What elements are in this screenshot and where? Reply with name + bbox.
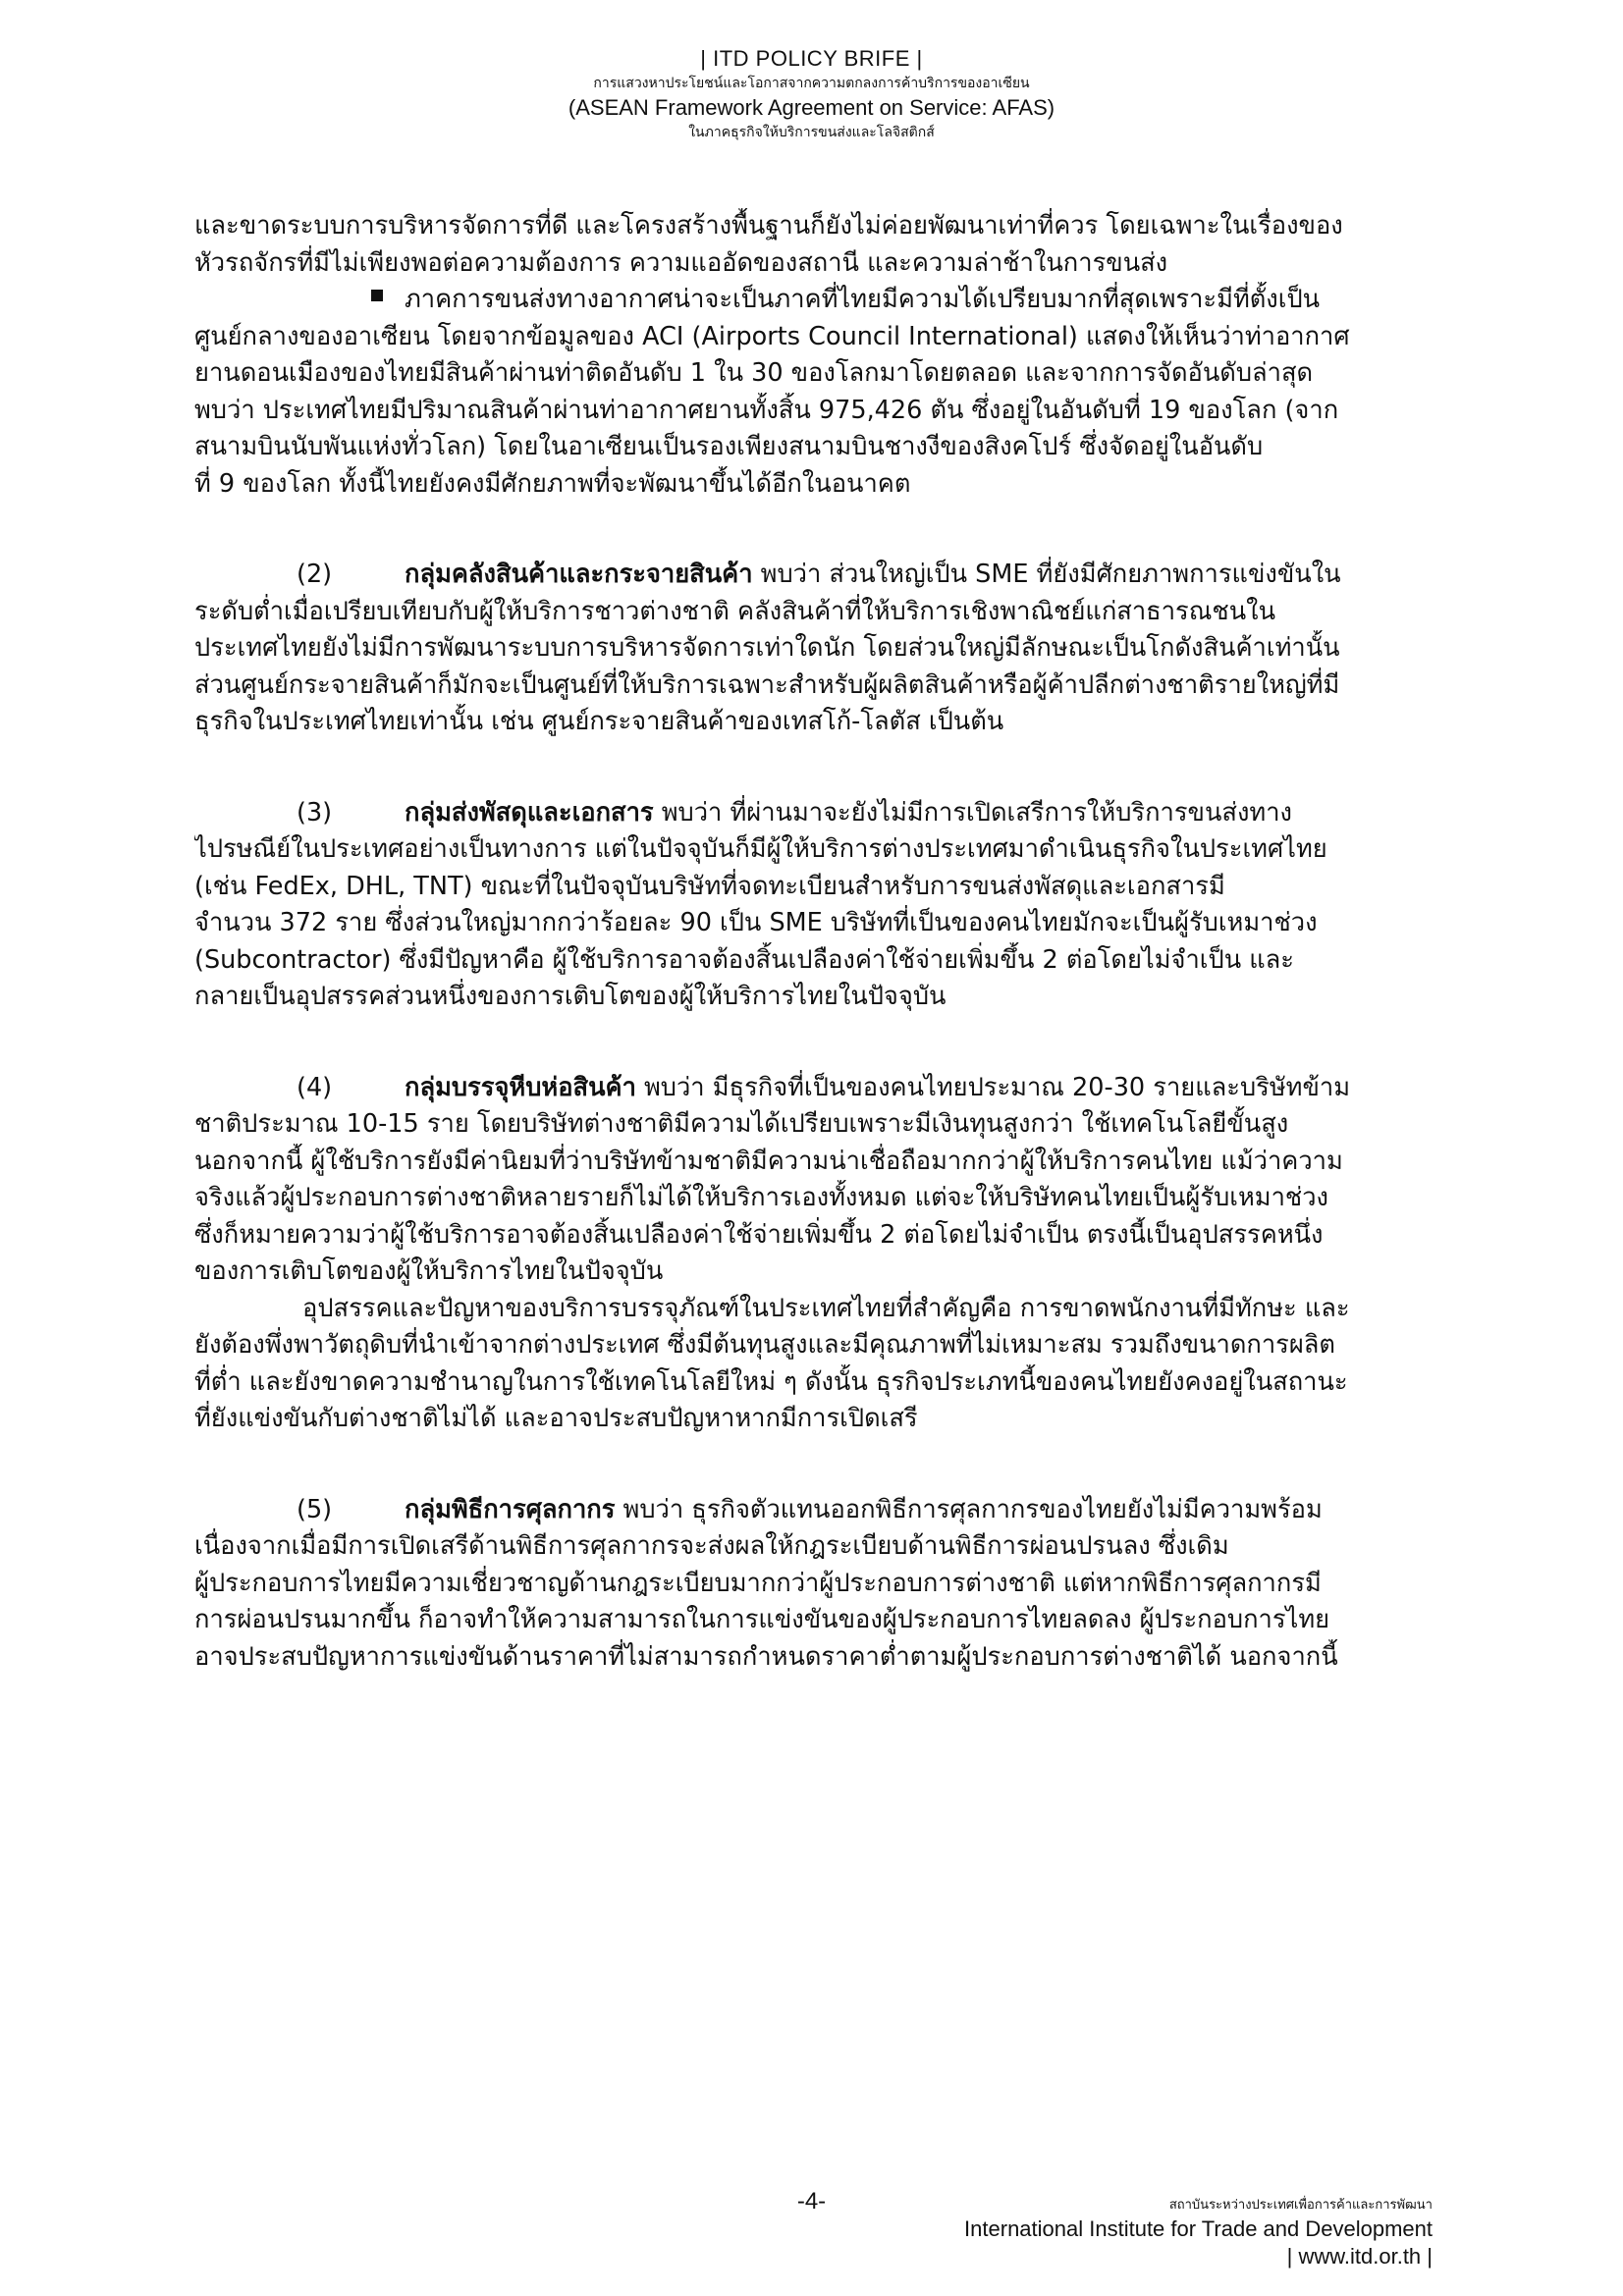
paragraph-rail bbox=[194, 208, 1432, 282]
footer-url-link[interactable]: | www.itd.or.th | bbox=[1286, 2244, 1433, 2269]
section-number: (5) bbox=[297, 1494, 333, 1524]
text-line: การผ่อนปรนมากขึ้น ก็อาจทำให้ความสามารถในการแข่งขันของผู้ประกอบการไทยลดลง ผู้ประกอบการไทย bbox=[194, 1605, 1330, 1634]
section-first-line bbox=[194, 1492, 1432, 1529]
section-lead-text: พบว่า ส่วนใหญ่เป็น SME ที่ยังมีศักยภาพการแข่งขันใน bbox=[752, 560, 1341, 589]
section-packaging bbox=[194, 1070, 1432, 1438]
text-line: พบว่า ประเทศไทยมีปริมาณสินค้าผ่านท่าอากาศยานทั้งสิ้น 975,426 ตัน ซึ่งอยู่ในอันดับที่ 19 ของโลก (จาก bbox=[194, 395, 1339, 425]
page-footer bbox=[964, 2196, 1433, 2270]
text-line: ที่ต่ำ และยังขาดความชำนาญในการใช้เทคโนโลยีใหม่ ๆ ดังนั้น ธุรกิจประเภทนี้ของคนไทยยังคงอยู่ในสถานะ bbox=[194, 1366, 1348, 1397]
text-line: อุปสรรคและปัญหาของบริการบรรจุภัณฑ์ในประเทศไทยที่สำคัญคือ การขาดพนักงานที่มีทักษะ และ bbox=[302, 1293, 1350, 1323]
text-line: (Subcontractor) ซึ่งมีปัญหาคือ ผู้ใช้บริการอาจต้องสิ้นเปลืองค่าใช้จ่ายเพิ่มขึ้น 2 ต่อโดยไม่จำเป็น และ bbox=[194, 944, 1294, 975]
text-line: ของการเติบโตของผู้ให้บริการไทยในปัจจุบัน bbox=[194, 1256, 664, 1286]
text-line: จริงแล้วผู้ประกอบการต่างชาติหลายรายก็ไม่ได้ให้บริการเองทั้งหมด แต่จะให้บริษัทคนไทยเป็นผู้รับเหมาช่วง bbox=[194, 1183, 1328, 1212]
brief-title: | ITD POLICY BRIFE | bbox=[700, 46, 923, 71]
text-line: ประเทศไทยยังไม่มีการพัฒนาระบบการบริหารจัดการเท่าใดนัก โดยส่วนใหญ่มีลักษณะเป็นโกดังสินค้าเท่านั้น bbox=[194, 633, 1340, 663]
text-line: ชาติประมาณ 10-15 ราย โดยบริษัทต่างชาติมีความได้เปรียบเพราะมีเงินทุนสูงกว่า ใช้เทคโนโลยีขั้นสูง bbox=[194, 1109, 1289, 1139]
text-line: ยังต้องพึ่งพาวัตถุดิบที่นำเข้าจากต่างประเทศ ซึ่งมีต้นทุนสูงและมีคุณภาพที่ไม่เหมาะสม รวมถึงขนาดการผลิต bbox=[194, 1330, 1335, 1360]
section-heading: กลุ่มพิธีการศุลกากร bbox=[405, 1494, 616, 1524]
text-line: ซึ่งก็หมายความว่าผู้ใช้บริการอาจต้องสิ้นเปลืองค่าใช้จ่ายเพิ่มขึ้น 2 ต่อโดยไม่จำเป็น ตรงนี้เป็นอุปสรรคหนึ่ง bbox=[194, 1219, 1324, 1250]
square-bullet-icon bbox=[371, 290, 383, 301]
footer-english-org: International Institute for Trade and Development bbox=[964, 2216, 1433, 2241]
document-body bbox=[194, 208, 1432, 1676]
text-line: ผู้ประกอบการไทยมีความเชี่ยวชาญด้านกฎระเบียบมากกว่าผู้ประกอบการต่างชาติ แต่หากพิธีการศุลกากรมี bbox=[194, 1568, 1322, 1598]
page-number: -4- bbox=[796, 2188, 827, 2215]
section-heading: กลุ่มส่งพัสดุและเอกสาร bbox=[405, 797, 654, 828]
english-subtitle: (ASEAN Framework Agreement on Service: AFAS) bbox=[568, 95, 1055, 120]
text-line: ไปรษณีย์ในประเทศอย่างเป็นทางการ แต่ในปัจจุบันก็มีผู้ให้บริการต่างประเทศมาดำเนินธุรกิจในประเทศไทย bbox=[194, 834, 1327, 864]
section-number: (3) bbox=[297, 797, 333, 828]
section-first-line bbox=[194, 1070, 1432, 1107]
thai-sector: ในภาคธุรกิจให้บริการขนส่งและโลจิสติกส์ bbox=[688, 125, 935, 140]
bullet-text: ภาคการขนส่งทางอากาศน่าจะเป็นภาคที่ไทยมีความได้เปรียบมากที่สุดเพราะมีที่ตั้งเป็น bbox=[405, 285, 1321, 314]
text-line: ระดับต่ำเมื่อเปรียบเทียบกับผู้ให้บริการชาวต่างชาติ คลังสินค้าที่ให้บริการเชิงพาณิชย์แก่สาธารณชนใน bbox=[194, 596, 1276, 626]
text-line: อาจประสบปัญหาการแข่งขันด้านราคาที่ไม่สามารถกำหนดราคาต่ำตามผู้ประกอบการต่างชาติได้ นอกจากนี้ bbox=[194, 1641, 1338, 1672]
text-line: สนามบินนับพันแห่งทั่วโลก) โดยในอาเซียนเป็นรองเพียงสนามบินชางงีของสิงคโปร์ ซึ่งจัดอยู่ในอันดับ bbox=[194, 432, 1264, 461]
footer-thai-org: สถาบันระหว่างประเทศเพื่อการค้าและการพัฒนา bbox=[1168, 2198, 1433, 2213]
section-lead-text: พบว่า ที่ผ่านมาจะยังไม่มีการเปิดเสรีการให้บริการขนส่งทาง bbox=[653, 797, 1292, 828]
text-line: จำนวน 372 ราย ซึ่งส่วนใหญ่มากกว่าร้อยละ 90 เป็น SME บริษัทที่เป็นของคนไทยมักจะเป็นผู้รับเหมาช่วง bbox=[194, 908, 1318, 937]
text-line: นอกจากนี้ ผู้ใช้บริการยังมีค่านิยมที่ว่าบริษัทข้ามชาติมีความน่าเชื่อถือมากกว่าผู้ให้บริการคนไทย แม้ว่าความ bbox=[194, 1146, 1343, 1176]
text-line: ศูนย์กลางของอาเซียน โดยจากข้อมูลของ ACI (Airports Council International) แสดงให้เห็นว่าท่าอากาศ bbox=[194, 321, 1350, 351]
text-line: ที่ 9 ของโลก ทั้งนี้ไทยยังคงมีศักยภาพที่จะพัฒนาขึ้นได้อีกในอนาคต bbox=[194, 468, 911, 499]
text-line: เนื่องจากเมื่อมีการเปิดเสรีด้านพิธีการศุลกากรจะส่งผลให้กฎระเบียบด้านพิธีการผ่อนปรนลง ซึ่งเดิม bbox=[194, 1531, 1229, 1561]
text-line: หัวรถจักรที่มีไม่เพียงพอต่อความต้องการ ความแออัดของสถานี และความล่าช้าในการขนส่ง bbox=[194, 247, 1168, 278]
section-first-line bbox=[194, 795, 1432, 832]
section-lead-text: พบว่า มีธุรกิจที่เป็นของคนไทยประมาณ 20-30 รายและบริษัทข้าม bbox=[635, 1072, 1351, 1102]
section-heading: กลุ่มบรรจุหีบห่อสินค้า bbox=[405, 1072, 636, 1102]
text-line: ส่วนศูนย์กระจายสินค้าก็มักจะเป็นศูนย์ที่ให้บริการเฉพาะสำหรับผู้ผลิตสินค้าหรือผู้ค้าปลีกต่างชาติรายใหญ่ที่มี bbox=[194, 669, 1340, 700]
thai-subtitle: การแสวงหาประโยชน์และโอกาสจากความตกลงการค้าบริการของอาเซียน bbox=[593, 76, 1030, 91]
section-heading: กลุ่มคลังสินค้าและกระจายสินค้า bbox=[405, 560, 753, 589]
text-line: ยานดอนเมืองของไทยมีสินค้าผ่านท่าติดอันดับ 1 ใน 30 ของโลกมาโดยตลอด และจากการจัดอันดับล่าสุด bbox=[194, 358, 1314, 388]
bullet-line bbox=[194, 282, 1432, 319]
section-warehouse bbox=[194, 557, 1432, 741]
section-number: (4) bbox=[297, 1072, 333, 1102]
section-customs bbox=[194, 1492, 1432, 1677]
page-header bbox=[0, 45, 1623, 143]
text-line: (เช่น FedEx, DHL, TNT) ขณะที่ในปัจจุบันบริษัทที่จดทะเบียนสำหรับการขนส่งพัสดุและเอกสารมี bbox=[194, 871, 1225, 901]
text-line: และขาดระบบการบริหารจัดการที่ดี และโครงสร้างพื้นฐานก็ยังไม่ค่อยพัฒนาเท่าที่ควร โดยเฉพาะในเรื่องของ bbox=[194, 211, 1343, 240]
section-parcel bbox=[194, 795, 1432, 1016]
section-first-line bbox=[194, 557, 1432, 594]
section-lead-text: พบว่า ธุรกิจตัวแทนออกพิธีการศุลกากรของไทยยังไม่มีความพร้อม bbox=[615, 1494, 1323, 1524]
text-line: ธุรกิจในประเทศไทยเท่านั้น เช่น ศูนย์กระจายสินค้าของเทสโก้-โลตัส เป็นต้น bbox=[194, 707, 1004, 736]
text-line: ที่ยังแข่งขันกับต่างชาติไม่ได้ และอาจประสบปัญหาหากมีการเปิดเสรี bbox=[194, 1404, 918, 1433]
text-line: กลายเป็นอุปสรรคส่วนหนึ่งของการเติบโตของผู้ให้บริการไทยในปัจจุบัน bbox=[194, 982, 947, 1011]
paragraph-air-transport bbox=[194, 282, 1432, 503]
section-number: (2) bbox=[297, 560, 333, 589]
